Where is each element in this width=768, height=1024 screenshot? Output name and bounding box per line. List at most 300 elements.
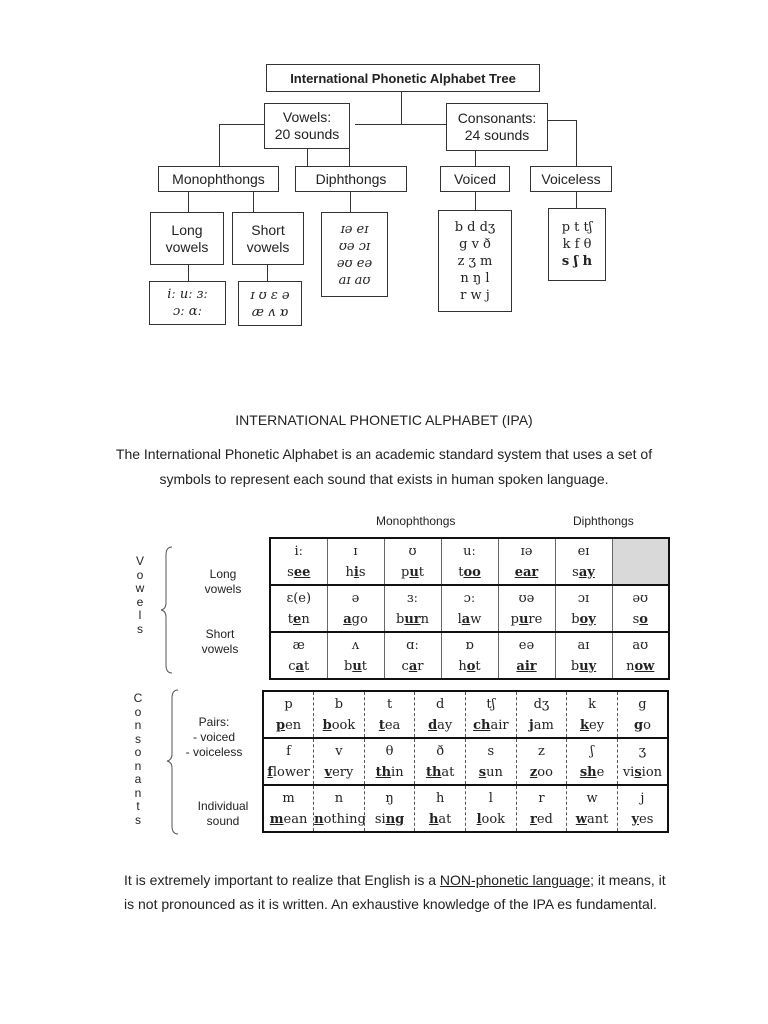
side-letter: n (134, 785, 142, 800)
example-word (499, 562, 555, 583)
phoneme-cell (270, 538, 327, 585)
row-label-short-line1: Short (205, 627, 235, 641)
phoneme-symbol: əʊ (632, 590, 649, 606)
row-label-short-line2: vowels (201, 642, 239, 656)
example-word (271, 562, 327, 583)
long-symbols-line: ɔː ɑː (173, 304, 202, 319)
row-label-individual (188, 799, 258, 829)
side-letter: V (135, 554, 144, 568)
phoneme-symbol: h (436, 790, 445, 806)
side-letter: a (134, 772, 142, 786)
example-word-part: si (374, 811, 386, 827)
voiceless-symbols-box (548, 208, 606, 281)
example-word-highlight: th (425, 764, 442, 780)
example-word (517, 809, 567, 830)
example-word (618, 715, 667, 736)
phoneme-cell (327, 632, 384, 679)
phoneme-cell (617, 785, 668, 832)
phoneme-symbol: tʃ (486, 696, 496, 712)
example-word-highlight: s (634, 764, 642, 780)
phoneme-symbol: aɪ (577, 637, 590, 653)
voiced-symbols-box (438, 210, 512, 312)
example-word (328, 609, 384, 630)
example-word-highlight: e (293, 611, 302, 627)
phoneme-symbol: ɒ (465, 637, 474, 653)
example-word-highlight: v (324, 764, 333, 780)
consonants-brace-path (167, 690, 178, 834)
phoneme-cell (516, 691, 567, 738)
phoneme-cell (567, 691, 618, 738)
phoneme-cell (466, 691, 517, 738)
example-word-highlight: ch (473, 717, 491, 733)
consonant-table-body (263, 691, 668, 832)
example-word-highlight: g (633, 717, 644, 733)
consonants-node-line2: 24 sounds (464, 127, 530, 143)
example-word-highlight: air (516, 658, 537, 674)
consonants-node-line1: Consonants: (457, 110, 537, 126)
phoneme-cell (263, 691, 314, 738)
phoneme-cell (466, 785, 517, 832)
example-word-part: es (639, 811, 654, 827)
example-word-highlight: p (275, 717, 286, 733)
example-word-highlight: r (530, 811, 537, 827)
tree-title (266, 64, 540, 92)
phoneme-symbol: ɪə (520, 543, 533, 559)
example-word-part: n (626, 658, 635, 674)
short-vowels-node (232, 212, 304, 265)
example-word-part: oo (537, 764, 553, 780)
example-word (264, 809, 313, 830)
example-word-highlight: u (518, 611, 529, 627)
voiceless-node (530, 166, 612, 192)
example-word-part: s (358, 564, 366, 580)
phoneme-cell (555, 632, 612, 679)
ipa-heading: INTERNATIONAL PHONETIC ALPHABET (IPA) (235, 412, 533, 428)
phoneme-symbol: eɪ (577, 543, 590, 559)
phoneme-symbol: ɪ (353, 543, 358, 559)
example-word-part: ery (332, 764, 354, 780)
example-word (415, 715, 465, 736)
example-word-part: ay (437, 717, 453, 733)
example-word-part: vi (622, 764, 635, 780)
phoneme-cell (617, 738, 668, 785)
phoneme-cell (384, 538, 441, 585)
example-word-highlight: z (529, 764, 538, 780)
example-word-part: b (395, 611, 405, 627)
short-vowels-line2: vowels (246, 238, 290, 255)
example-word-highlight: sh (579, 764, 597, 780)
example-word (499, 656, 555, 677)
row-label-short (187, 627, 253, 657)
voiced-node (440, 166, 510, 192)
example-word-highlight: a (461, 611, 471, 627)
example-word-part: b (343, 658, 353, 674)
phoneme-symbol: j (640, 790, 645, 806)
row-label-long (190, 567, 256, 597)
example-word (264, 762, 313, 783)
example-word-highlight: a (295, 658, 304, 674)
voiced-symbols-line: g v ð (459, 236, 491, 252)
voiceless-symbols-line: s ʃ h (561, 254, 593, 269)
example-word-part: re (528, 611, 543, 627)
voiced-symbols-line: r w j (460, 287, 490, 303)
example-word (556, 609, 612, 630)
non-phonetic-link[interactable]: NON-phonetic language (439, 872, 591, 888)
phoneme-cell (270, 585, 327, 632)
tree-connector (188, 191, 189, 212)
phoneme-cell (612, 585, 669, 632)
example-word-part: t (475, 658, 481, 674)
example-word-highlight: o (466, 658, 476, 674)
phoneme-symbol: k (588, 696, 596, 712)
example-word-highlight: s (478, 764, 487, 780)
row-label-long-line2: vowels (204, 582, 242, 596)
example-word-highlight: h (428, 811, 439, 827)
example-word-highlight: ee (293, 564, 311, 580)
phoneme-symbol: ə (351, 590, 360, 606)
example-word-part: am (533, 717, 554, 733)
example-word (466, 809, 516, 830)
phoneme-cell (364, 738, 415, 785)
phoneme-cell (617, 691, 668, 738)
table-row (270, 585, 669, 632)
closing-line2: is not pronounced as it is written. An exhaustive knowledge of the IPA es fundamental. (124, 896, 657, 912)
closing-line1 (124, 868, 684, 893)
example-word (328, 562, 384, 583)
phoneme-cell (314, 785, 365, 832)
example-word-part: l (457, 611, 462, 627)
phoneme-symbol: ʊ (408, 543, 417, 559)
vowels-brace-path (161, 547, 172, 673)
table-row (270, 632, 669, 679)
phoneme-cell (270, 632, 327, 679)
row-label-long-line1: Long (209, 567, 237, 581)
closing-pre: It is extremely important to realize that English is a (124, 872, 440, 888)
example-word-part: b (571, 611, 580, 627)
phoneme-symbol: f (286, 743, 291, 759)
phoneme-symbol: b (334, 696, 344, 712)
example-word-part: c (288, 658, 296, 674)
side-letter: C (133, 691, 143, 705)
tree-connector (219, 124, 220, 166)
monophthongs-node-text: Monophthongs (172, 170, 265, 187)
example-word-highlight: l (476, 811, 482, 827)
phoneme-cell (415, 738, 466, 785)
short-symbols-line: æ ʌ ɒ (251, 304, 289, 320)
consonants-brace (166, 688, 180, 836)
phoneme-symbol: p (284, 696, 293, 712)
phoneme-symbol: s (487, 743, 495, 759)
phoneme-symbol: l (488, 790, 493, 806)
example-word-part: ant (586, 811, 609, 827)
voiceless-symbols-line: p t tʃ (561, 220, 593, 235)
phoneme-symbol: θ (385, 743, 394, 759)
phoneme-cell (498, 585, 555, 632)
example-word-part: c (401, 658, 409, 674)
example-word-part: en (285, 717, 302, 733)
example-word-highlight: th (375, 764, 392, 780)
example-word (517, 762, 567, 783)
example-word (264, 715, 313, 736)
phoneme-symbol: ɔɪ (577, 590, 590, 606)
voiced-symbols-line: n ŋ l (460, 270, 490, 286)
example-word-highlight: oo (463, 564, 481, 580)
example-word-highlight: j (529, 717, 534, 733)
long-symbols-box (149, 281, 226, 325)
phoneme-symbol: t (386, 696, 393, 712)
header-diphthongs: Diphthongs (573, 514, 634, 528)
example-word-part: p (400, 564, 410, 580)
consonants-side-label (131, 692, 145, 827)
example-word-highlight: uy (579, 658, 597, 674)
voiceless-node-text: Voiceless (541, 170, 601, 187)
example-word-highlight: m (269, 811, 284, 827)
example-word-part: at (441, 764, 455, 780)
side-letter: o (136, 567, 144, 582)
tree-connector (307, 148, 308, 166)
phoneme-symbol: iː (294, 543, 304, 559)
phoneme-cell (516, 738, 567, 785)
diphthong-symbols-line: aɪ aʊ (338, 272, 371, 288)
tree-connector (219, 124, 264, 125)
example-word-part: h (458, 658, 467, 674)
phoneme-symbol: dʒ (533, 696, 550, 712)
phoneme-cell (498, 632, 555, 679)
example-word-part: t (458, 564, 464, 580)
phoneme-symbol: æ (292, 637, 305, 653)
long-vowels-line1: Long (171, 221, 203, 238)
vowels-node (264, 103, 350, 149)
example-word (385, 656, 441, 677)
example-word (365, 715, 415, 736)
example-word (328, 656, 384, 677)
tree-connector (576, 191, 577, 208)
example-word-highlight: d (428, 717, 438, 733)
example-word-part: ook (481, 811, 506, 827)
example-word (466, 762, 516, 783)
example-word-part: at (438, 811, 452, 827)
phoneme-cell (327, 538, 384, 585)
phoneme-cell (612, 632, 669, 679)
example-word-highlight: ng (385, 811, 405, 827)
phoneme-symbol: ɔː (463, 590, 476, 606)
phoneme-symbol: aʊ (632, 637, 649, 653)
example-word (466, 715, 516, 736)
tree-connector (253, 191, 254, 212)
phoneme-symbol: w (586, 790, 598, 806)
example-word-part: h (345, 564, 354, 580)
phoneme-cell (263, 785, 314, 832)
tree-connector (548, 120, 576, 121)
side-letter: t (136, 799, 140, 813)
row-label-pairs-line2: - voiced (192, 730, 236, 744)
example-word (271, 609, 327, 630)
table-row (263, 785, 668, 832)
phoneme-symbol: n (334, 790, 344, 806)
side-letter: w (135, 581, 145, 595)
tree-connector (475, 150, 476, 166)
example-word-highlight: ear (514, 564, 539, 580)
phoneme-cell (567, 785, 618, 832)
example-word-part: t (418, 564, 424, 580)
example-word (365, 809, 415, 830)
example-word (567, 762, 617, 783)
long-symbols-line: iː uː ɜː (167, 287, 208, 302)
phoneme-symbol: m (282, 790, 295, 806)
example-word (613, 609, 669, 630)
side-letter: n (134, 718, 142, 732)
example-word-part: n (420, 611, 429, 627)
example-word-highlight: y (631, 811, 640, 827)
voiced-node-text: Voiced (453, 170, 497, 187)
phoneme-cell (555, 585, 612, 632)
phoneme-cell (314, 738, 365, 785)
example-word-part: e (596, 764, 605, 780)
example-word-highlight: ur (404, 611, 421, 627)
example-word-highlight: b (322, 717, 332, 733)
consonants-node (446, 103, 548, 151)
example-word-part: ook (331, 717, 356, 733)
example-word-part: s (632, 611, 640, 627)
example-word (613, 656, 669, 677)
example-word (314, 809, 364, 830)
example-word (442, 656, 498, 677)
phoneme-symbol: ŋ (385, 790, 394, 806)
vowel-table-body (270, 538, 669, 679)
vowels-brace (160, 545, 174, 675)
example-word (517, 715, 567, 736)
phoneme-cell (327, 585, 384, 632)
example-word-part: ed (536, 811, 553, 827)
phoneme-cell (364, 691, 415, 738)
phoneme-symbol: g (638, 696, 647, 712)
phoneme-cell (498, 538, 555, 585)
side-letter: l (138, 608, 142, 622)
row-label-individual-line2: sound (206, 814, 240, 828)
diphthongs-node-text: Diphthongs (315, 170, 387, 187)
example-word-highlight: a (408, 658, 418, 674)
phoneme-symbol: ʒ (638, 743, 647, 759)
example-word-part: n (301, 611, 310, 627)
example-word-part: in (391, 764, 404, 780)
example-word (499, 609, 555, 630)
example-word (618, 809, 667, 830)
example-word-part: t (303, 658, 310, 674)
vowels-node-line2: 20 sounds (274, 126, 340, 142)
row-label-pairs (178, 715, 250, 760)
header-monophthongs: Monophthongs (376, 514, 456, 528)
short-vowels-line1: Short (251, 221, 285, 238)
example-word-highlight: t (378, 717, 385, 733)
diphthong-symbols-line: ʊə ɔɪ (338, 238, 371, 254)
phoneme-symbol: r (538, 790, 545, 806)
example-word-part: lower (272, 764, 310, 780)
row-label-individual-line1: Individual (197, 799, 249, 813)
example-word (271, 656, 327, 677)
phoneme-symbol: ɜː (407, 590, 418, 606)
example-word-highlight: ow (634, 658, 655, 674)
tree-title-text: International Phonetic Alphabet Tree (290, 70, 516, 86)
example-word-part: s (287, 564, 294, 580)
voiceless-symbols-line: k f θ (562, 237, 592, 252)
phoneme-symbol: ʊə (518, 590, 535, 606)
voiced-symbols-line: b d dʒ (454, 219, 496, 235)
phoneme-cell (364, 785, 415, 832)
short-symbols-line: ɪ ʊ ɛ ə (250, 287, 290, 303)
table-row (263, 738, 668, 785)
tree-connector (349, 148, 350, 166)
example-word-part: ea (384, 717, 401, 733)
diphthong-symbols-line: əʊ eə (336, 255, 373, 271)
example-word (567, 809, 617, 830)
consonant-table (262, 690, 669, 833)
vowels-side-label (133, 555, 147, 636)
phoneme-cell (466, 738, 517, 785)
example-word-part: r (417, 658, 424, 674)
tree-connector (475, 191, 476, 210)
example-word-highlight: oy (579, 611, 596, 627)
example-word (385, 609, 441, 630)
phoneme-cell (441, 585, 498, 632)
phoneme-symbol: v (335, 743, 343, 759)
example-word-part: w (470, 611, 482, 627)
example-word-highlight: w (575, 811, 587, 827)
vowels-node-line1: Vowels: (282, 109, 332, 125)
phoneme-symbol: eə (518, 637, 535, 653)
phoneme-cell (555, 538, 612, 585)
example-word (415, 809, 465, 830)
example-word-highlight: k (580, 717, 590, 733)
example-word (365, 762, 415, 783)
side-letter: n (134, 758, 142, 773)
tree-connector (401, 91, 402, 124)
tree-connector (188, 265, 189, 281)
example-word (415, 762, 465, 783)
tree-connector (576, 120, 577, 166)
diphthong-symbols-box (321, 212, 388, 297)
vowel-table (269, 537, 670, 680)
example-word (556, 562, 612, 583)
example-word-highlight: u (352, 658, 362, 674)
row-label-pairs-line1: Pairs: (198, 715, 230, 729)
side-letter: e (136, 594, 144, 609)
intro-line1: The International Phonetic Alphabet is an academic standard system that uses a set of (115, 446, 653, 462)
example-word-highlight: o (639, 611, 648, 627)
phoneme-cell (567, 738, 618, 785)
example-word-part: t (287, 611, 294, 627)
example-word-part: p (510, 611, 519, 627)
side-letter: s (137, 621, 143, 636)
tree-connector (355, 124, 446, 125)
side-letter: s (135, 731, 141, 746)
example-word-part: ey (589, 717, 605, 733)
phoneme-symbol: ʃ (590, 743, 594, 759)
phoneme-symbol: uː (463, 543, 476, 559)
phoneme-cell (441, 632, 498, 679)
example-word-part: s (572, 564, 579, 580)
side-letter: o (134, 704, 142, 719)
empty-cell (612, 538, 669, 585)
example-word-part: ion (641, 764, 663, 780)
long-vowels-line2: vowels (165, 238, 209, 255)
example-word-highlight: u (409, 564, 419, 580)
example-word-highlight: i (353, 564, 359, 580)
example-word-part: go (351, 611, 368, 627)
example-word-part: t (361, 658, 367, 674)
example-word (314, 715, 364, 736)
long-vowels-node (150, 212, 224, 265)
phoneme-symbol: d (436, 696, 445, 712)
